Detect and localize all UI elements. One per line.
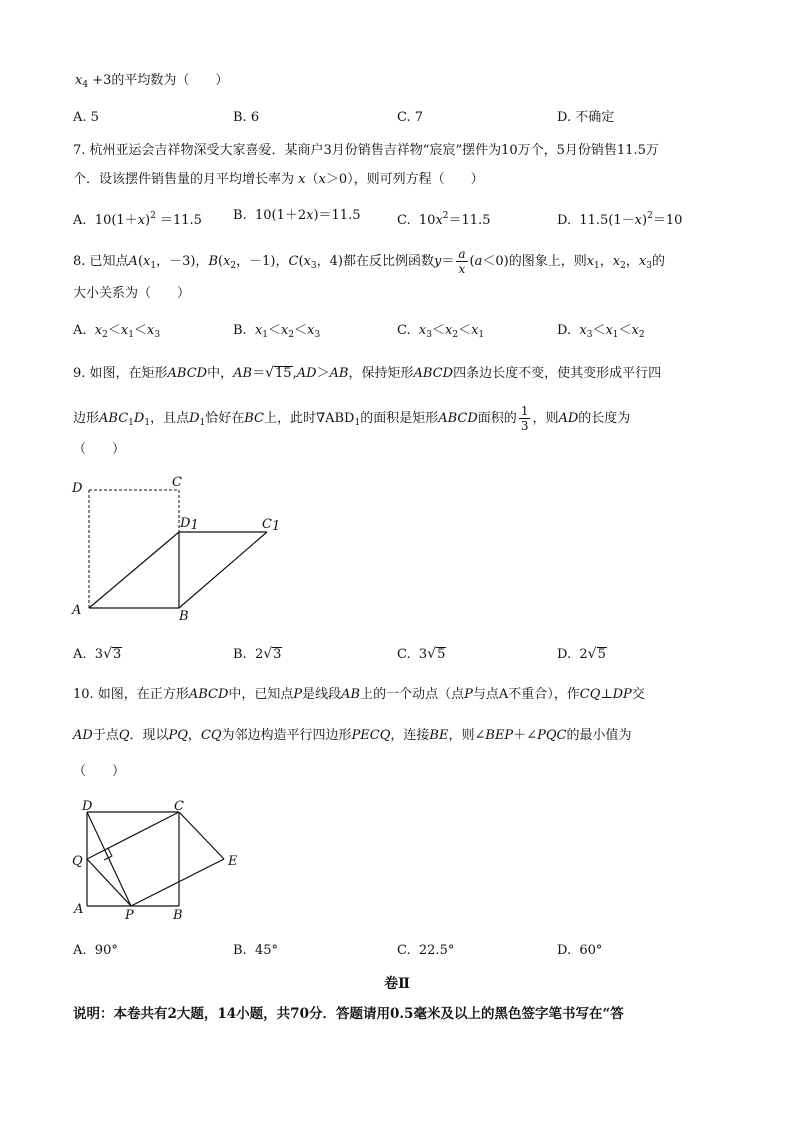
q6-option-d: D. 不确定 bbox=[557, 110, 615, 125]
q9-bc1-segment bbox=[179, 532, 267, 608]
q10-label-p: P bbox=[125, 908, 134, 923]
q9-ad1-segment bbox=[89, 532, 179, 608]
q10-label-q: Q bbox=[72, 854, 83, 869]
q9-option-a: A. 3√3 bbox=[73, 646, 122, 662]
q10-line3: （ ） bbox=[73, 764, 126, 779]
q9-line3: （ ） bbox=[73, 442, 126, 457]
q10-ce-segment bbox=[179, 812, 224, 859]
q7-line2: 个．设该摆件销售量的月平均增长率为 x（x＞0），则可列方程（ ） bbox=[73, 172, 484, 187]
q7-option-b: B. 10(1＋2x)＝11.5 bbox=[233, 208, 361, 223]
q10-dp-segment bbox=[87, 812, 131, 906]
q6-option-a: A. 5 bbox=[73, 110, 99, 125]
q10-figure bbox=[60, 795, 260, 925]
q8-option-d: D. $x_3<x_1<x_2$ bbox=[557, 323, 645, 340]
q10-line2: AD于点Q．现以PQ，CQ为邻边构造平行四边形PECQ，连接BE，则∠BEP＋∠PQC的最小值为 bbox=[73, 728, 632, 743]
q10-line1: 10. 如图，在正方形ABCD中，已知点P是线段AB上的一个动点（点P与点A不重合），作CQ⊥DP交 bbox=[73, 687, 645, 702]
q7-option-d: D. $11.5(1-x)^2=10$ bbox=[557, 211, 683, 228]
q6-option-b: B. 6 bbox=[233, 110, 260, 125]
q9-label-d1: D1 bbox=[180, 516, 199, 533]
q10-label-d: D bbox=[82, 799, 93, 814]
q9-option-b: B. 2√3 bbox=[233, 646, 282, 662]
q10-label-a: A bbox=[74, 902, 84, 917]
q6-option-c: C. 7 bbox=[397, 110, 424, 125]
q9-line1: 9. 如图，在矩形ABCD中，AB＝√15,AD＞AB，保持矩形ABCD四条边长度不变，使其变形成平行四 bbox=[73, 365, 662, 381]
q10-option-b: B. 45° bbox=[233, 943, 278, 958]
q8-option-a: A. $x_2<x_1<x_3$ bbox=[73, 323, 161, 340]
q9-label-c1: C1 bbox=[262, 517, 281, 534]
q10-pe-segment bbox=[131, 859, 224, 906]
q9-label-b: B bbox=[179, 609, 189, 624]
q10-option-d: D. 60° bbox=[557, 943, 603, 958]
q7-line1: 7. 杭州亚运会吉祥物深受大家喜爱．某商户3月份销售吉祥物“宸宸”摆件为10万个，5月份销售11.5万 bbox=[73, 143, 659, 158]
q8-line1: 8. 已知点$A(x_1$，－3)，$B(x_2$，－1)，$C(x_3$，4)都在反比例函数y＝ $\frac{a}{x}$ (a＜0)的图象上，则$x_1$，$x_2$，$x_3$的 bbox=[73, 247, 665, 276]
q7-option-c: C. $10x^2=11.5$ bbox=[397, 211, 491, 228]
q9-option-d: D. 2√5 bbox=[557, 646, 606, 662]
q9-label-c: C bbox=[172, 475, 182, 490]
q6-tail-line: $x_4 +3$的平均数为（ ） bbox=[75, 73, 229, 90]
q8-option-c: C. $x_3<x_2<x_1$ bbox=[397, 323, 485, 340]
q10-label-e: E bbox=[228, 854, 238, 869]
q8-option-b: B. $x_1<x_2<x_3$ bbox=[233, 323, 321, 340]
q10-qp-segment bbox=[87, 859, 131, 906]
q10-label-c: C bbox=[174, 799, 184, 814]
section-title: 卷Ⅱ bbox=[384, 976, 410, 992]
q10-option-c: C. 22.5° bbox=[397, 943, 455, 958]
q9-label-a: A bbox=[72, 603, 82, 618]
q9-figure bbox=[60, 470, 290, 630]
section-note: 说明：本卷共有2大题，14小题，共70分．答题请用0.5毫米及以上的黑色签字笔书写在“答 bbox=[73, 1006, 624, 1022]
q9-line2: 边形$ABC_1D_1$，且点$D_1$恰好在BC上，此时$\nabla ABD_1$的面积是矩形ABCD面积的 $\frac{1}{3}$ ，则AD的长度为 bbox=[73, 404, 631, 433]
q9-label-d: D bbox=[72, 481, 83, 496]
q10-qc-segment bbox=[87, 812, 179, 859]
q10-label-b: B bbox=[173, 908, 183, 923]
q8-line2: 大小关系为（ ） bbox=[73, 286, 191, 301]
q9-option-c: C. 3√5 bbox=[397, 646, 446, 662]
q7-option-a: A. $10(1+x)^2 =11.5$ bbox=[73, 211, 202, 228]
q10-option-a: A. 90° bbox=[73, 943, 118, 958]
